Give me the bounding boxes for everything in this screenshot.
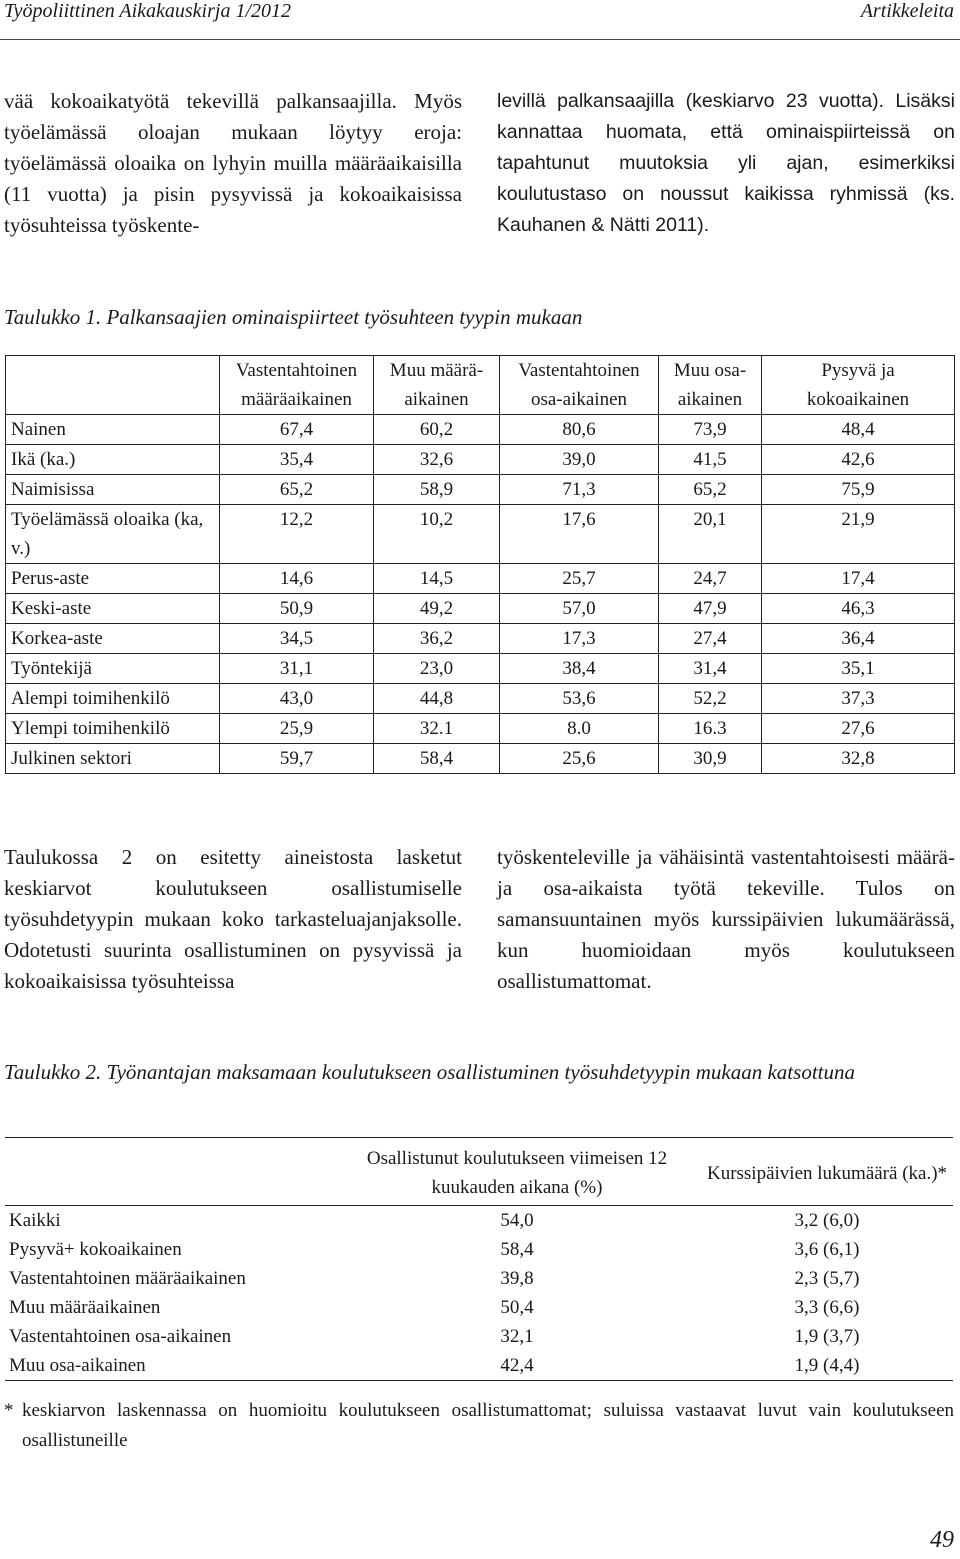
table2-cell: 1,9 (3,7)	[794, 1326, 860, 1347]
table1-cell: 21,9	[762, 505, 955, 564]
table1-cell: 25,7	[500, 564, 659, 594]
table1-cell: 47,9	[659, 594, 762, 624]
table1-cell: 20,1	[659, 505, 762, 564]
table2-row-label: Muu määräaikainen	[9, 1297, 161, 1318]
table2-cell: 2,3 (5,7)	[794, 1268, 860, 1289]
intro-left-text: vää kokoaikatyötä tekevillä palkansaajilla. Myös työelämässä oloajan mukaan löytyy eroja: työelämässä oloaika on lyhyin muilla määräaikaisilla (11 vuotta) ja pisin pysyvissä ja kokoaikaisissa työsuhteissa työskente-	[4, 89, 462, 237]
table2-col-header: Kurssipäivien lukumäärä (ka.)*	[701, 1138, 953, 1206]
table1-cell: 16.3	[659, 714, 762, 744]
table1-cell: 65,2	[659, 475, 762, 505]
table1-col-header: Pysyvä ja kokoaikainen	[762, 356, 955, 415]
body-left-column	[4, 842, 462, 997]
table1-cell: 36,2	[374, 624, 500, 654]
table1	[5, 355, 955, 774]
header-divider	[0, 39, 960, 40]
table1-row	[6, 505, 955, 564]
table1-cell: 57,0	[500, 594, 659, 624]
table1-caption: Taulukko 1. Palkansaajien ominaispiirteet työsuhteen tyypin mukaan	[4, 305, 583, 329]
table2-body	[5, 1206, 953, 1381]
intro-left-column	[4, 86, 462, 241]
table1-cell: 34,5	[220, 624, 374, 654]
table1-cell: 58,4	[374, 744, 500, 774]
table2-cell: 3,6 (6,1)	[794, 1239, 860, 1260]
table1-cell: 35,1	[762, 654, 955, 684]
table2-row-label: Vastentahtoinen määräaikainen	[9, 1268, 246, 1289]
table1-cell: 24,7	[659, 564, 762, 594]
body-right-text: työskenteleville ja vähäisintä vastentahtoisesti määrä- ja osa-aikaista työtä tekeville. Tulos on samansuuntainen myös kurssipäivien lukumäärässä, kun huomioidaan myös koulutukseen osallistumattomat.	[497, 845, 955, 993]
table2-row	[5, 1293, 953, 1322]
body-right-column	[497, 842, 955, 997]
table1-col-header: Muu osa- aikainen	[659, 356, 762, 415]
table1-cell: 14,5	[374, 564, 500, 594]
table1-row-label: Keski-aste	[6, 594, 220, 624]
table2-row-label: Kaikki	[9, 1210, 61, 1231]
table1-cell: 23,0	[374, 654, 500, 684]
footnote-text: keskiarvon laskennassa on huomioitu koulutukseen osallistumattomat; suluissa vastaavat luvut vain koulutukseen osallistuneille	[22, 1400, 954, 1451]
table1-cell: 32,6	[374, 445, 500, 475]
table2-cell: 42,4	[333, 1351, 701, 1381]
table1-cell: 25,6	[500, 744, 659, 774]
table1-cell: 32.1	[374, 714, 500, 744]
table1-cell: 12,2	[220, 505, 374, 564]
table1-cell: 43,0	[220, 684, 374, 714]
table1-cell: 60,2	[374, 415, 500, 445]
table1-row	[6, 475, 955, 505]
table1-cell: 65,2	[220, 475, 374, 505]
table1-cell: 30,9	[659, 744, 762, 774]
table2-header-row	[5, 1138, 953, 1206]
table1-row	[6, 684, 955, 714]
table2-row	[5, 1322, 953, 1351]
table1-cell: 37,3	[762, 684, 955, 714]
table1-cell: 44,8	[374, 684, 500, 714]
table2-row	[5, 1264, 953, 1293]
table1-row	[6, 744, 955, 774]
table1-cell: 53,6	[500, 684, 659, 714]
table1-cell: 48,4	[762, 415, 955, 445]
table1-cell: 17,3	[500, 624, 659, 654]
table1-cell: 27,6	[762, 714, 955, 744]
table1-cell: 25,9	[220, 714, 374, 744]
table2-corner-cell	[5, 1138, 333, 1206]
table1-row	[6, 415, 955, 445]
table1-cell: 17,6	[500, 505, 659, 564]
table1-cell: 41,5	[659, 445, 762, 475]
table1-col-header: Vastentahtoinen osa-aikainen	[500, 356, 659, 415]
table2-row	[5, 1351, 953, 1381]
table1-body	[6, 415, 955, 774]
table1-row	[6, 654, 955, 684]
intro-right-column	[497, 86, 955, 241]
table1-row-label: Ikä (ka.)	[6, 445, 220, 475]
section-name: Artikkeleita	[860, 0, 954, 22]
table1-cell: 32,8	[762, 744, 955, 774]
table1-cell: 38,4	[500, 654, 659, 684]
table2-row	[5, 1235, 953, 1264]
table1-cell: 80,6	[500, 415, 659, 445]
table1-cell: 58,9	[374, 475, 500, 505]
table1-cell: 8.0	[500, 714, 659, 744]
table1-cell: 67,4	[220, 415, 374, 445]
table1-row-label: Naimisissa	[6, 475, 220, 505]
table1-header-row	[6, 356, 955, 415]
table1-row	[6, 564, 955, 594]
table1-cell: 75,9	[762, 475, 955, 505]
table1-cell: 27,4	[659, 624, 762, 654]
body-left-text: Taulukossa 2 on esitetty aineistosta lasketut keskiarvot koulutukseen osallistumiselle työsuhdetyypin mukaan koko tarkasteluajanjaksolle. Odotetusti suurinta osallistuminen on pysyvissä ja kokoaikaisissa työsuhteissa	[4, 845, 462, 993]
table1-cell: 50,9	[220, 594, 374, 624]
table1-cell: 52,2	[659, 684, 762, 714]
table1-row-label: Korkea-aste	[6, 624, 220, 654]
table1-cell: 31,1	[220, 654, 374, 684]
intro-right-text: levillä palkansaajilla (keskiarvo 23 vuotta). Lisäksi kannattaa huomata, että ominaispiirteissä on tapahtunut muutoksia yli ajan, esimerkiksi koulutustaso on noussut kaikissa ryhmissä (ks. Kauhanen & Nätti 2011).	[497, 90, 955, 236]
table1-cell: 42,6	[762, 445, 955, 475]
page-number: 49	[930, 1527, 954, 1553]
table1-row-label: Nainen	[6, 415, 220, 445]
table1-col-header: Vastentahtoinen määräaikainen	[220, 356, 374, 415]
table1-cell: 17,4	[762, 564, 955, 594]
table2-row-label: Muu osa-aikainen	[5, 1351, 333, 1381]
table2-col-header: Osallistunut koulutukseen viimeisen 12 kuukauden aikana (%)	[333, 1138, 701, 1206]
table1-row-label: Työelämässä oloaika (ka, v.)	[6, 505, 220, 564]
table1-cell: 39,0	[500, 445, 659, 475]
footnote	[4, 1396, 954, 1456]
table2-cell: 1,9 (4,4)	[701, 1351, 953, 1381]
table2-cell: 32,1	[500, 1326, 534, 1347]
table1-row	[6, 594, 955, 624]
table1-row	[6, 714, 955, 744]
journal-title: Työpoliittinen Aikakauskirja 1/2012	[4, 0, 292, 22]
table1-cell: 10,2	[374, 505, 500, 564]
table1-row-label: Perus-aste	[6, 564, 220, 594]
table2-cell: 58,4	[500, 1239, 534, 1260]
table1-cell: 73,9	[659, 415, 762, 445]
table1-row	[6, 624, 955, 654]
table1-row-label: Alempi toimihenkilö	[6, 684, 220, 714]
table1-cell: 14,6	[220, 564, 374, 594]
table1-corner-cell	[6, 356, 220, 415]
table1-row	[6, 445, 955, 475]
table1-cell: 31,4	[659, 654, 762, 684]
table2-cell: 39,8	[500, 1268, 534, 1289]
table2	[5, 1137, 953, 1381]
table2-cell: 54,0	[500, 1210, 534, 1231]
table1-row-label: Julkinen sektori	[6, 744, 220, 774]
table1-row-label: Ylempi toimihenkilö	[6, 714, 220, 744]
table2-caption: Taulukko 2. Työnantajan maksamaan koulutukseen osallistuminen työsuhdetyypin mukaan katsottuna	[4, 1060, 855, 1084]
table2-cell: 3,3 (6,6)	[794, 1297, 860, 1318]
table1-cell: 49,2	[374, 594, 500, 624]
table1-col-header: Muu määrä- aikainen	[374, 356, 500, 415]
table2-cell: 50,4	[500, 1297, 534, 1318]
table2-row-label: Vastentahtoinen osa-aikainen	[9, 1326, 232, 1347]
table1-cell: 35,4	[220, 445, 374, 475]
table2-cell: 3,2 (6,0)	[794, 1210, 860, 1231]
table1-cell: 46,3	[762, 594, 955, 624]
table2-row-label: Pysyvä+ kokoaikainen	[9, 1239, 182, 1260]
table1-cell: 71,3	[500, 475, 659, 505]
table1-cell: 36,4	[762, 624, 955, 654]
table1-cell: 59,7	[220, 744, 374, 774]
table1-row-label: Työntekijä	[6, 654, 220, 684]
table2-row	[5, 1206, 953, 1236]
footnote-marker: *	[4, 1400, 14, 1421]
running-header	[0, 0, 960, 26]
